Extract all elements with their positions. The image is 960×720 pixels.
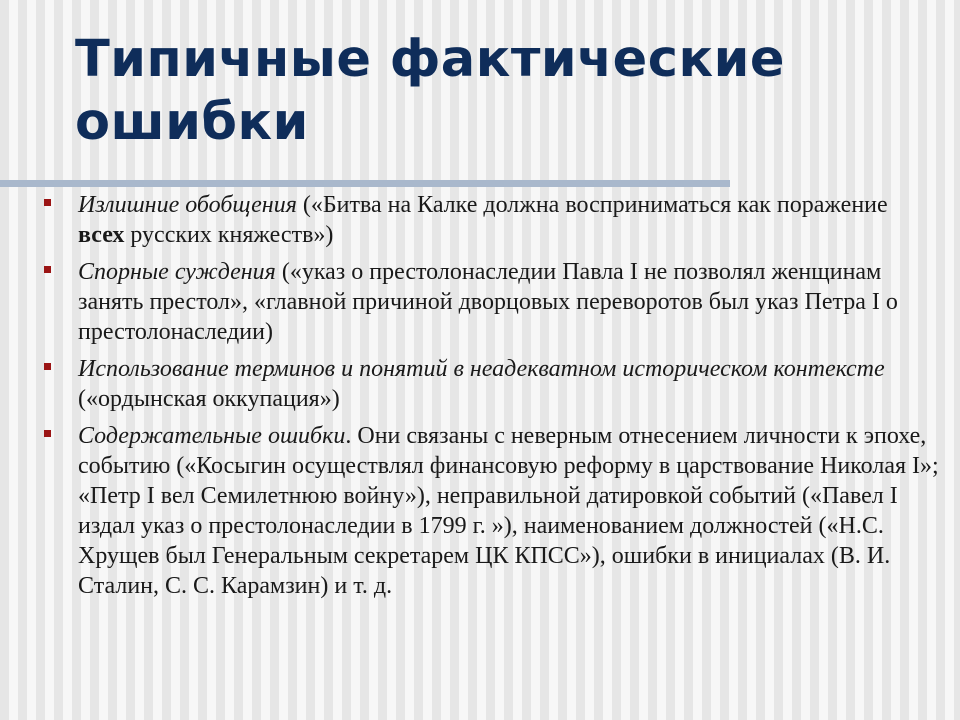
bullet-item: [40, 354, 940, 414]
slide-title: Типичные фактические ошибки: [75, 30, 785, 152]
bullet-item: [40, 190, 940, 250]
bullet-text: русских княжеств»): [124, 222, 334, 248]
bullet-emphasis: всех: [78, 222, 125, 248]
bullet-term: Спорные суждения: [78, 259, 276, 285]
bullet-term: Содержательные ошибки: [78, 423, 346, 449]
bullet-text: («Битва на Калке должна восприниматься как поражение: [296, 192, 888, 218]
bullet-term: Излишние обобщения: [78, 192, 297, 218]
square-bullet-icon: [44, 363, 51, 370]
square-bullet-icon: [44, 199, 51, 206]
bullet-text: . Они связаны с неверным отнесением личности к эпохе, событию («Косыгин осуществлял финансовую реформу в царствование Николая I»; «Петр I вел Семилетнюю войну»), неправильной датировкой событий («Павел I издал указ о престолонаследии в 1799 г. »), наименованием должностей («Н.С. Хрущев был Генеральным секретарем ЦК КПСС»), ошибки в инициалах (В. И. Сталин, С. С. Карамзин) и т. д.: [78, 423, 939, 599]
title-divider: [0, 180, 730, 187]
bullet-text: («указ о престолонаследии Павла I не позволял женщинам занять престол», «главной причиной дворцовых переворотов был указ Петра I о престолонаследии): [78, 259, 898, 345]
bullet-list: [40, 190, 940, 608]
bullet-item: [40, 257, 940, 347]
bullet-item: [40, 421, 940, 601]
square-bullet-icon: [44, 430, 51, 437]
bullet-text: («ордынская оккупация»): [78, 386, 340, 412]
bullet-term: Использование терминов и понятий в неадекватном историческом контексте: [78, 356, 885, 382]
square-bullet-icon: [44, 266, 51, 273]
